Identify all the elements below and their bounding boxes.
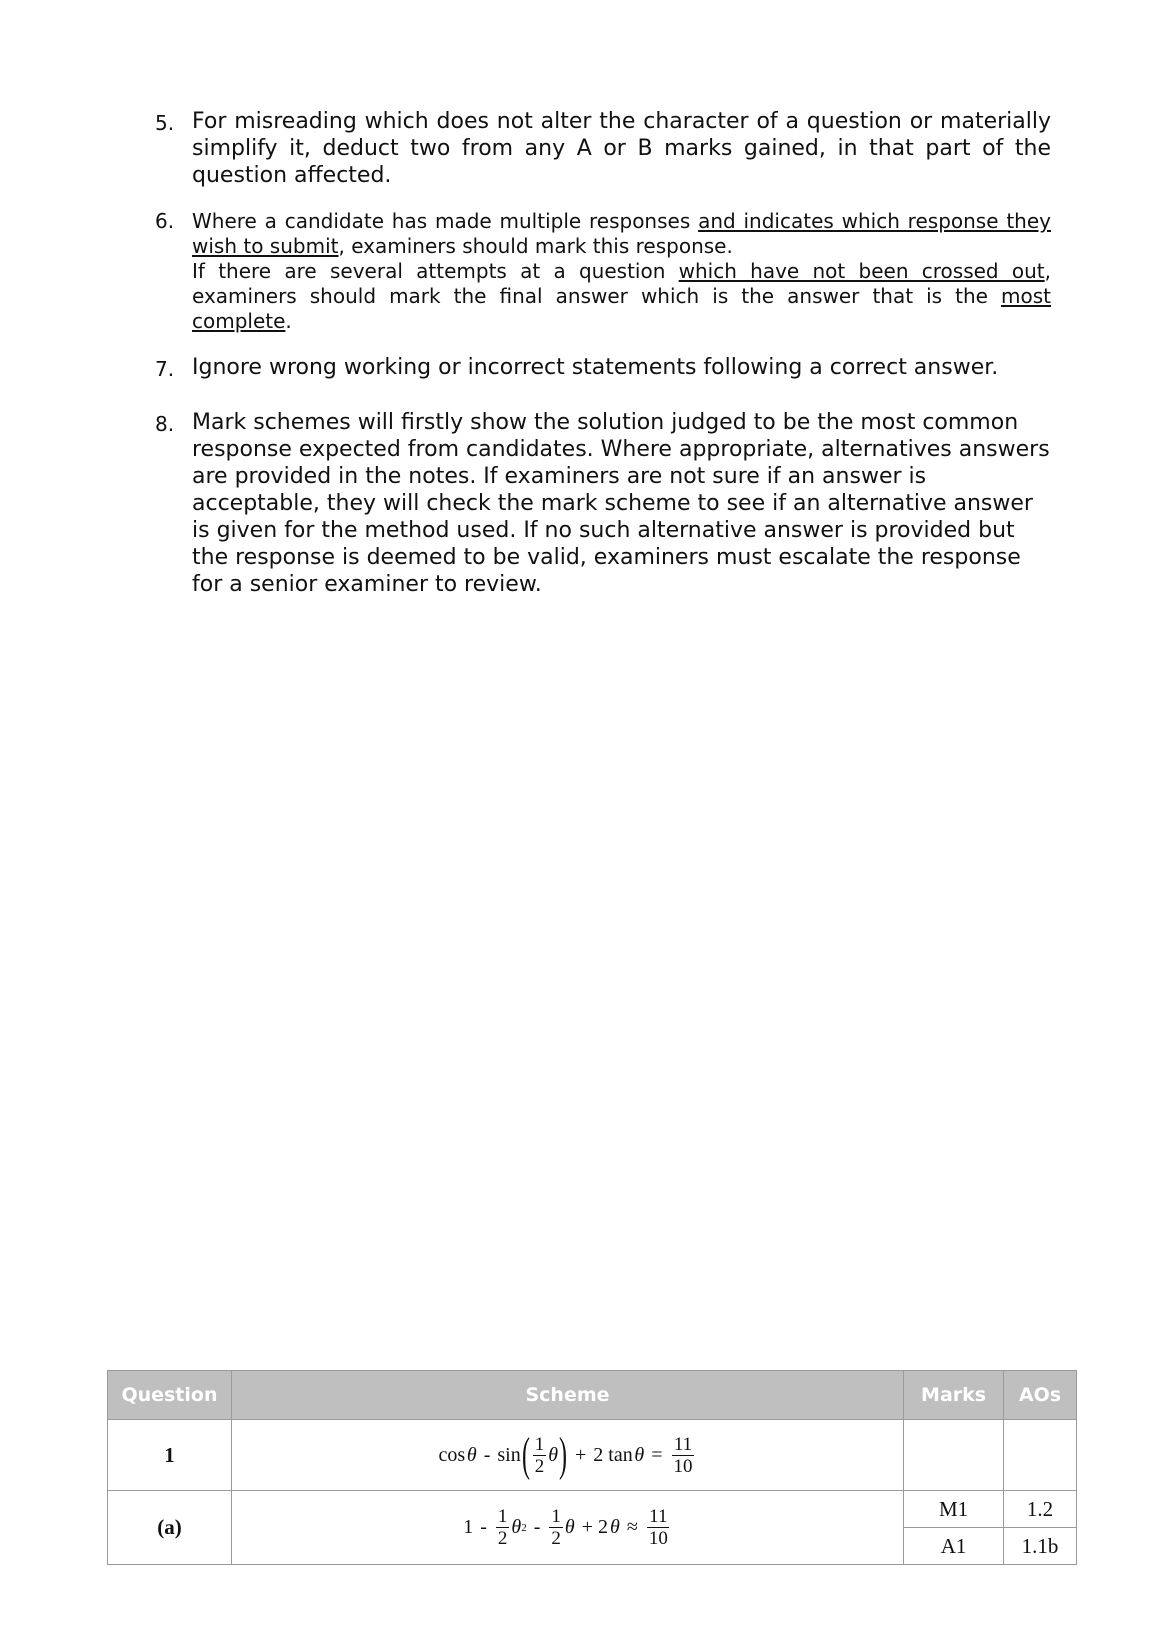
note-8 [155, 409, 1051, 598]
note-text: For misreading which does not alter the character of a question or materially simplify it, deduct two from any A or B marks gained, in that part of the question affected. [192, 109, 1051, 188]
ao-code: 1.1b [1004, 1528, 1077, 1565]
header-question: Question [108, 1371, 232, 1420]
underlined-text: and indicates which response they wish to submit [192, 209, 1051, 258]
note-number: 8. [155, 412, 175, 436]
note-text: Mark schemes will firstly show the solution judged to be the most common response expected from candidates. Where appropriate, alternatives answers are provided in the notes. If examiners are not sure if an answer is acceptable, they will check the mark scheme to see if an alternative answer is given for the method used. If no such alternative answer is provided but the response is deemed to be valid, examiners must escalate the response for a senior examiner to review. [192, 410, 1050, 597]
mark-code: A1 [904, 1528, 1004, 1565]
question-number: 1 [108, 1420, 232, 1491]
header-marks: Marks [904, 1371, 1004, 1420]
underlined-text: most complete [192, 284, 1051, 333]
scheme-equation [231, 1420, 903, 1491]
underlined-text: which have not been crossed out [678, 259, 1045, 283]
header-scheme: Scheme [231, 1371, 903, 1420]
note-7 [155, 354, 1051, 381]
equation: cos θ - sin ( $\frac{1}{2}$ θ ) + 2 tan θ = $\frac{11}{10}$ [438, 1428, 693, 1481]
note-5 [155, 108, 1051, 189]
scheme-equation [231, 1491, 903, 1565]
marking-guidance-notes [155, 108, 1051, 598]
note-number: 5. [155, 111, 175, 135]
table-header-row [108, 1371, 1077, 1420]
aos-cell [1004, 1420, 1077, 1491]
table-row [108, 1420, 1077, 1491]
ao-code: 1.2 [1004, 1491, 1077, 1528]
note-6-paragraph-2: If there are several attempts at a question which have not been crossed out, examiners should mark the final answer which is the answer that is the most complete. [192, 259, 1051, 333]
note-number: 6. [155, 209, 175, 233]
equation: 1 - $\frac{1}{2}$ θ 2 - $\frac{1}{2}$ θ + 2 θ ≈ $\frac{11}{10}$ [463, 1506, 668, 1549]
table-row [108, 1491, 1077, 1528]
note-number: 7. [155, 357, 175, 381]
header-aos: AOs [1004, 1371, 1077, 1420]
mark-scheme-table [107, 1370, 1077, 1565]
marks-cell [904, 1420, 1004, 1491]
note-6-paragraph-1: Where a candidate has made multiple responses and indicates which response they wish to submit, examiners should mark this response. [192, 209, 1051, 258]
question-part: (a) [108, 1491, 232, 1565]
mark-code: M1 [904, 1491, 1004, 1528]
note-6 [155, 209, 1051, 334]
note-text: Ignore wrong working or incorrect statements following a correct answer. [192, 355, 999, 380]
